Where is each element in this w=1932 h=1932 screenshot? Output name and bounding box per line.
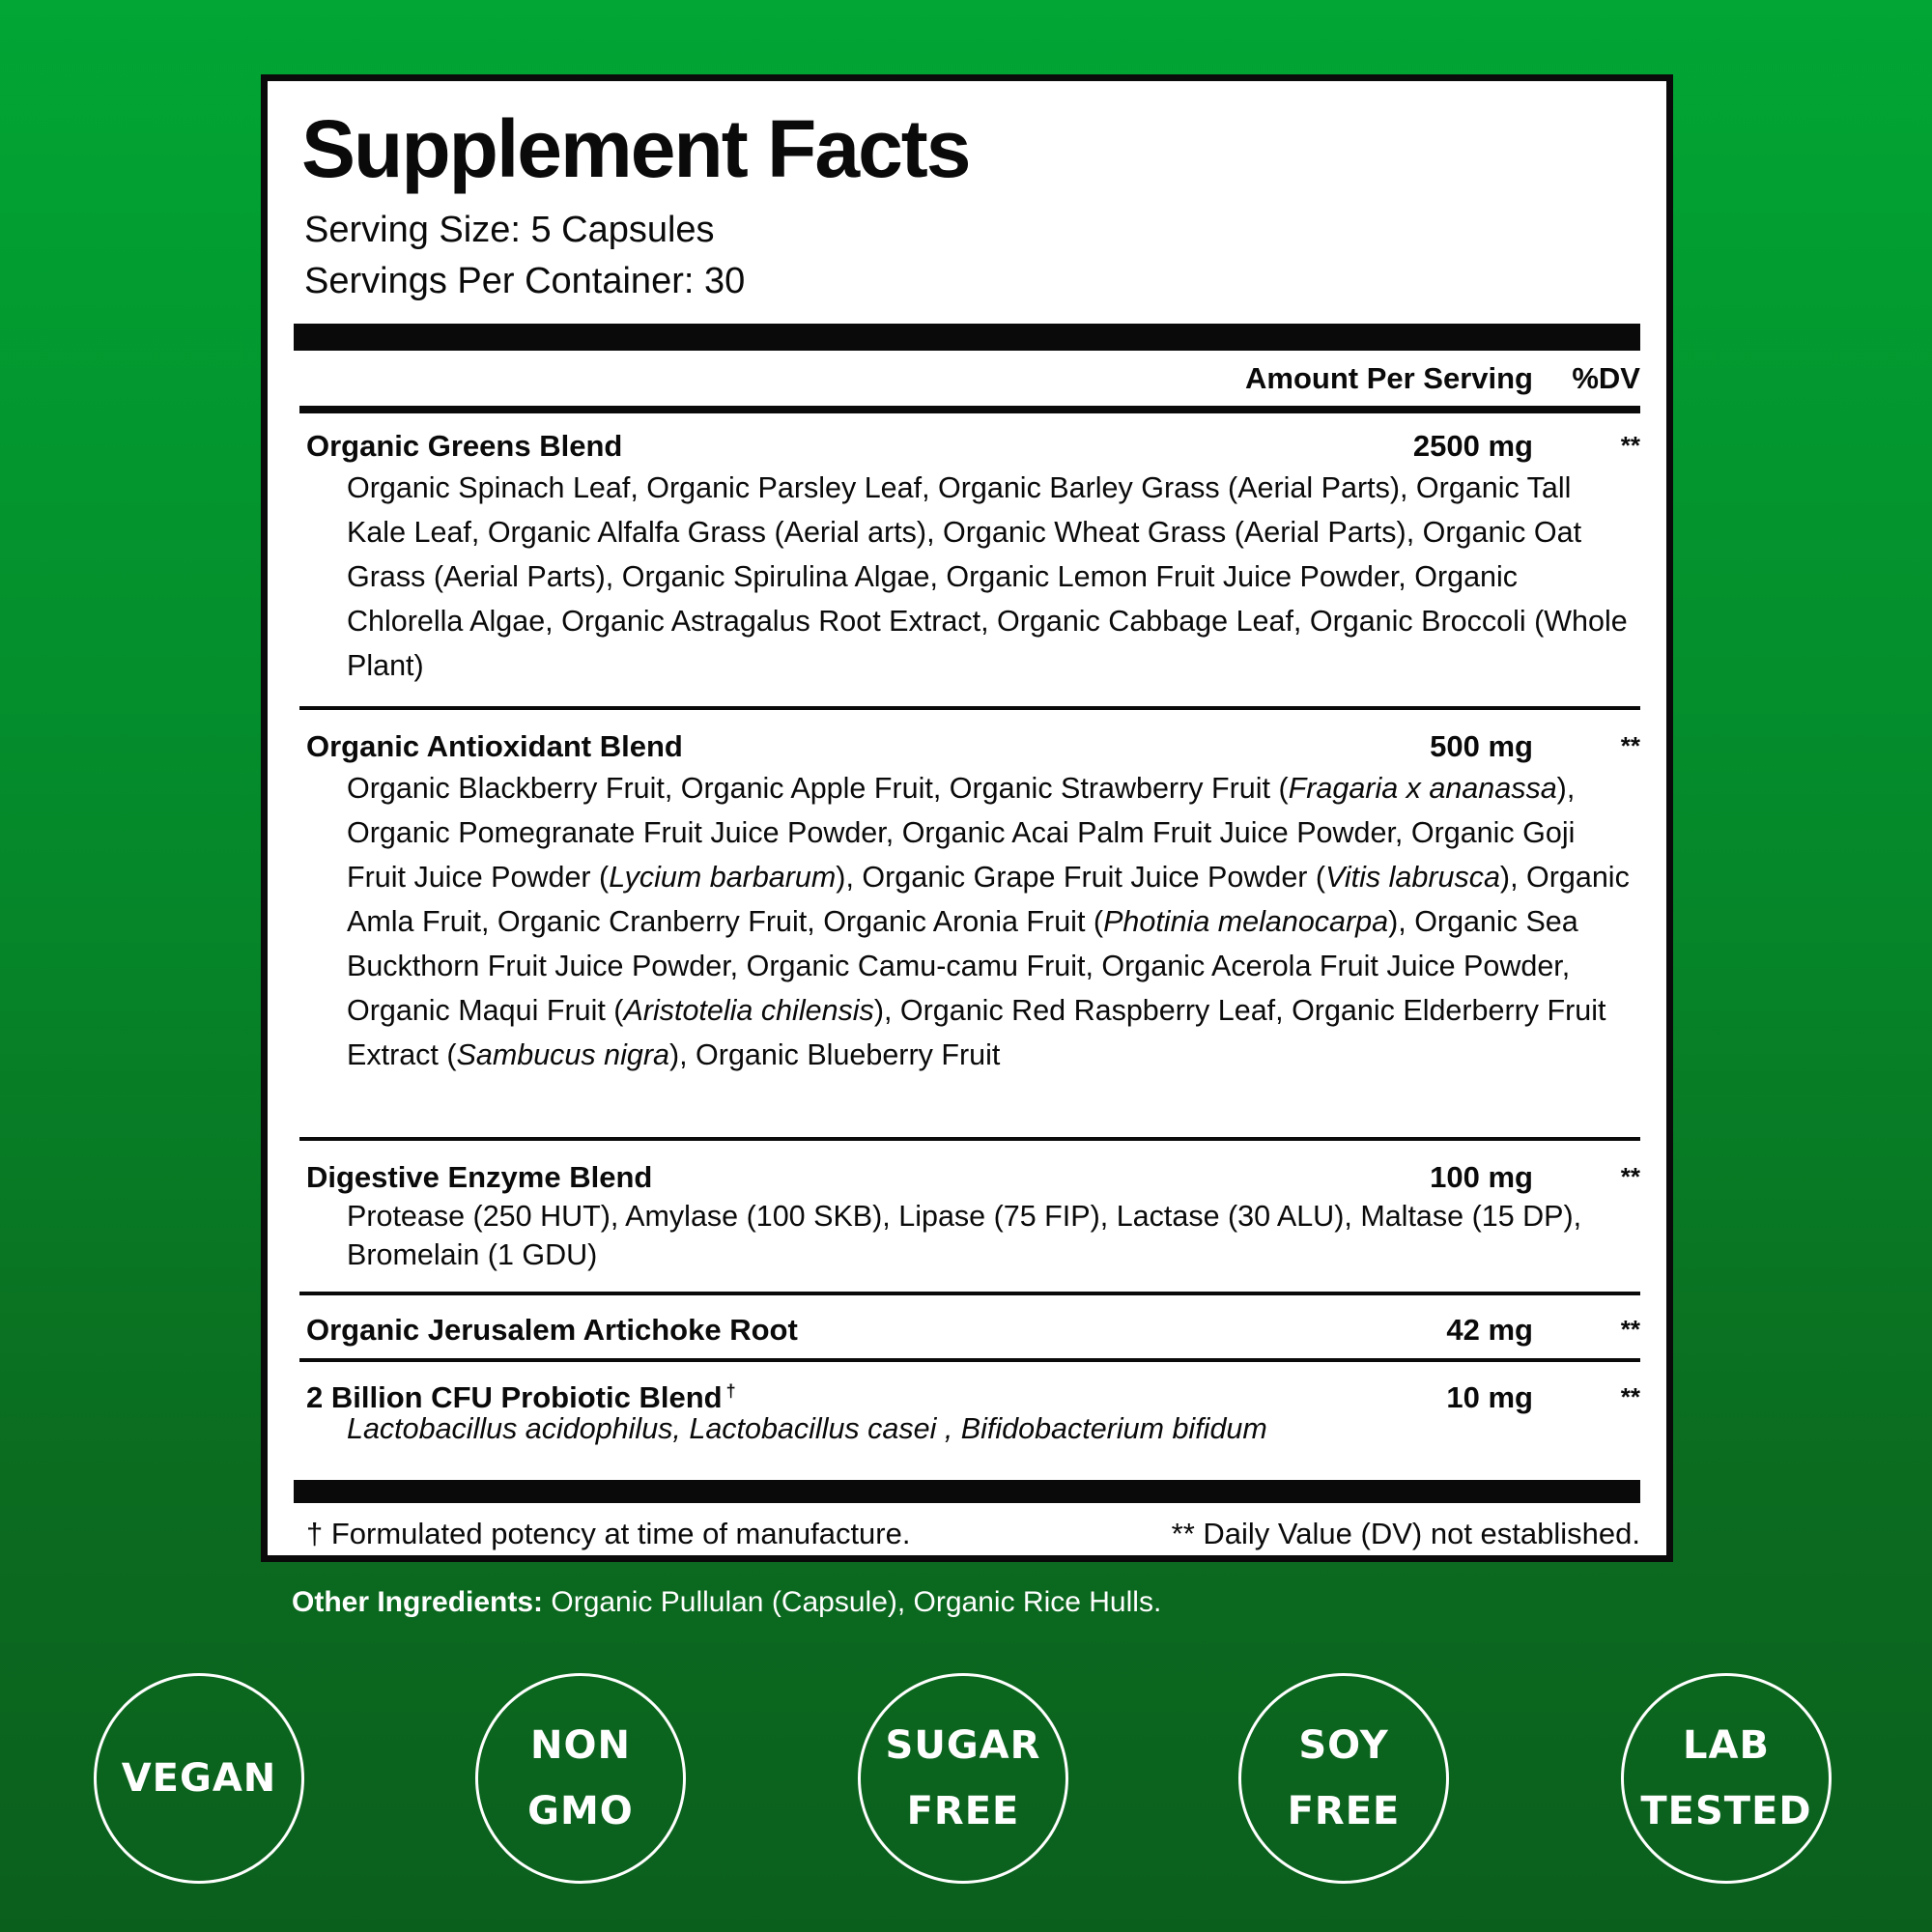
ingredient-dv: ** bbox=[1620, 1315, 1640, 1344]
ingredient-description: Organic Blackberry Fruit, Organic Apple Fruit, Organic Strawberry Fruit (Fragaria x ananassa), Organic Pomegranate Fruit Juice Powder, Organic Acai Palm Fruit Juice Powder, Organic Goji Fruit Juice Powder (Lycium barbarum), Organic Grape Fruit Juice Powder (Vitis labrusca), Organic Amla Fruit, Organic Cranberry Fruit, Organic Aronia Fruit (Photinia melanocarpa), Organic Sea Buckthorn Fruit Juice Powder, Organic Camu-camu Fruit, Organic Acerola Fruit Juice Powder, Organic Maqui Fruit (Aristotelia chilensis), Organic Red Raspberry Leaf, Organic Elderberry Fruit Extract (Sambucus nigra), Organic Blueberry Fruit bbox=[347, 772, 1630, 1071]
badge-soy-free: SOY FREE bbox=[1238, 1673, 1449, 1884]
label-title: Supplement Facts bbox=[301, 103, 970, 194]
daily-value-header: %DV bbox=[1572, 361, 1640, 395]
ingredient-description: Lactobacillus acidophilus, Lactobacillus casei , Bifidobacterium bifidum bbox=[347, 1412, 1267, 1445]
row-divider bbox=[299, 1292, 1640, 1295]
top-divider-bar bbox=[294, 324, 1640, 351]
amount-per-serving-header: Amount Per Serving bbox=[1245, 361, 1533, 395]
ingredient-name: Organic Jerusalem Artichoke Root bbox=[306, 1313, 798, 1347]
ingredient-description: Protease (250 HUT), Amylase (100 SKB), Lipase (75 FIP), Lactase (30 ALU), Maltase (15 DP), Bromelain (1 GDU) bbox=[347, 1200, 1582, 1271]
ingredient-amount: 100 mg bbox=[1430, 1160, 1533, 1194]
latin-name: Fragaria x ananassa bbox=[1288, 772, 1557, 805]
other-ingredients-text: Organic Pullulan (Capsule), Organic Rice Hulls. bbox=[543, 1586, 1162, 1618]
row-divider bbox=[299, 1137, 1640, 1141]
dagger-mark: † bbox=[725, 1381, 736, 1401]
badge-sugar-free: SUGAR FREE bbox=[858, 1673, 1068, 1884]
ingredient-dv: ** bbox=[1620, 431, 1640, 460]
ingredient-name: Organic Antioxidant Blend bbox=[306, 729, 683, 763]
badge-non-gmo: NON GMO bbox=[475, 1673, 686, 1884]
latin-name: Aristotelia chilensis bbox=[623, 994, 874, 1027]
header-divider bbox=[299, 406, 1640, 413]
ingredient-name: 2 Billion CFU Probiotic Blend † bbox=[306, 1380, 736, 1414]
latin-name: Sambucus nigra bbox=[456, 1038, 669, 1071]
ingredient-description: Organic Spinach Leaf, Organic Parsley Leaf, Organic Barley Grass (Aerial Parts), Organic Tall Kale Leaf, Organic Alfalfa Grass (Aerial arts), Organic Wheat Grass (Aerial Parts), Organic Oat Grass (Aerial Parts), Organic Spirulina Algae, Organic Lemon Fruit Juice Powder, Organic Chlorella Algae, Organic Astragalus Root Extract, Organic Cabbage Leaf, Organic Broccoli (Whole Plant) bbox=[347, 471, 1628, 682]
ingredient-amount: 2500 mg bbox=[1412, 429, 1533, 463]
badge-lab-tested: LAB TESTED bbox=[1621, 1673, 1832, 1884]
footnote-potency: † Formulated potency at time of manufacture. bbox=[306, 1517, 911, 1550]
row-divider bbox=[299, 706, 1640, 710]
serving-size: Serving Size: 5 Capsules bbox=[304, 210, 715, 250]
ingredient-amount: 42 mg bbox=[1446, 1313, 1533, 1347]
badge-vegan: VEGAN bbox=[94, 1673, 304, 1884]
ingredient-dv: ** bbox=[1620, 1162, 1640, 1191]
latin-name: Lycium barbarum bbox=[609, 861, 837, 894]
other-ingredients-label: Other Ingredients: bbox=[292, 1586, 544, 1618]
ingredient-name: Organic Greens Blend bbox=[306, 429, 623, 463]
footnote-daily-value: ** Daily Value (DV) not established. bbox=[1171, 1517, 1640, 1550]
row-divider bbox=[299, 1358, 1640, 1362]
latin-name: Photinia melanocarpa bbox=[1103, 905, 1389, 938]
bottom-divider-bar bbox=[294, 1480, 1640, 1503]
ingredient-name: Digestive Enzyme Blend bbox=[306, 1160, 653, 1194]
servings-per-container: Servings Per Container: 30 bbox=[304, 261, 746, 301]
ingredient-amount: 10 mg bbox=[1446, 1380, 1533, 1414]
ingredient-dv: ** bbox=[1620, 731, 1640, 760]
ingredient-dv: ** bbox=[1620, 1382, 1640, 1411]
supplement-facts-panel bbox=[261, 74, 1673, 1562]
ingredient-amount: 500 mg bbox=[1430, 729, 1533, 763]
latin-name: Vitis labrusca bbox=[1325, 861, 1500, 894]
other-ingredients bbox=[292, 1586, 1161, 1619]
